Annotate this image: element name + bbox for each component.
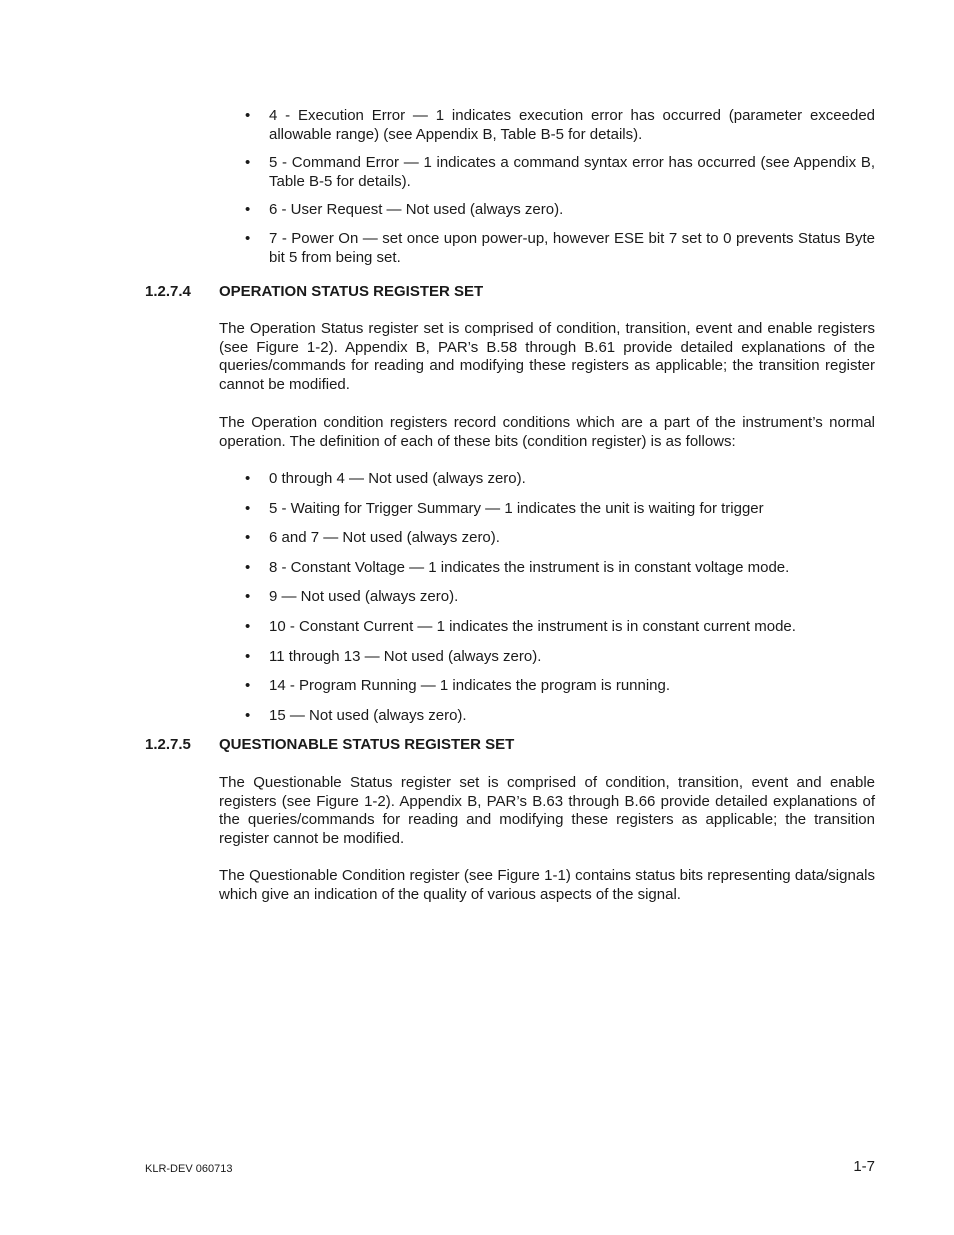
- bullet-glyph: •: [245, 558, 251, 576]
- section-title: OPERATION STATUS REGISTER SET: [219, 283, 484, 300]
- section-title: QUESTIONABLE STATUS REGISTER SET: [219, 736, 515, 753]
- bullet-item: [245, 107, 875, 144]
- bullet-text: 6 and 7 — Not used (always zero).: [269, 529, 500, 547]
- bullet-item: [245, 559, 875, 578]
- bullet-text: 9 — Not used (always zero).: [269, 588, 459, 606]
- bullet-text: 7 - Power On — set once upon power-up, however ESE bit 7 set to 0 prevents Status Byte bit 5 from being set.: [269, 229, 875, 266]
- bullet-item: [245, 677, 875, 696]
- bullet-glyph: •: [245, 588, 251, 606]
- paragraph: The Questionable Status register set is comprised of condition, transition, event and enable registers (see Figure 1-2). Appendix B, PAR’s B.63 through B.66 provide detailed explanations of the queries/commands for reading and modifying these registers as applicable; the transition register cannot be modified.: [219, 774, 875, 847]
- bullet-glyph: •: [245, 107, 251, 124]
- bullet-text: 6 - User Request — Not used (always zero).: [269, 201, 564, 219]
- bullet-item: [245, 230, 875, 267]
- section-number: 1.2.7.4: [145, 283, 191, 300]
- paragraph: The Questionable Condition register (see Figure 1-1) contains status bits representing data/signals which give an indication of the quality of various aspects of the signal.: [219, 867, 875, 903]
- paragraph: The Operation Status register set is comprised of condition, transition, event and enable registers (see Figure 1-2). Appendix B, PAR’s B.58 through B.61 provide detailed explanations of the queries/commands for reading and modifying these registers as applicable; the transition register cannot be modified.: [219, 320, 875, 393]
- bullet-text: 8 - Constant Voltage — 1 indicates the instrument is in constant voltage mode.: [269, 558, 790, 576]
- bullet-text: 15 — Not used (always zero).: [269, 706, 467, 724]
- bullet-glyph: •: [245, 529, 251, 547]
- footer-page-number: 1-7: [853, 1158, 875, 1175]
- section-heading-1.2.7.5: [145, 736, 514, 755]
- bullet-item: [245, 500, 875, 519]
- bullet-glyph: •: [245, 154, 251, 172]
- footer-doc-id: KLR-DEV 060713: [145, 1163, 233, 1175]
- bullet-glyph: •: [245, 647, 251, 665]
- bullet-text: 11 through 13 — Not used (always zero).: [269, 647, 542, 665]
- bullet-item: [245, 588, 875, 607]
- bullet-item: [245, 618, 875, 637]
- bullet-text: 0 through 4 — Not used (always zero).: [269, 470, 526, 487]
- bullet-glyph: •: [245, 470, 251, 487]
- bullet-glyph: •: [245, 617, 251, 635]
- bullet-text: 5 - Waiting for Trigger Summary — 1 indicates the unit is waiting for trigger: [269, 499, 764, 517]
- bullet-item: [245, 648, 875, 667]
- bullet-text: 10 - Constant Current — 1 indicates the instrument is in constant current mode.: [269, 617, 796, 635]
- operation-bits-list: [245, 470, 875, 725]
- paragraph: The Operation condition registers record conditions which are a part of the instrument’s normal operation. The definition of each of these bits (condition register) is as follows:: [219, 414, 875, 450]
- bullet-text: 5 - Command Error — 1 indicates a command syntax error has occurred (see Appendix B, Table B-5 for details).: [269, 154, 875, 190]
- top-bullet-list: [245, 107, 875, 267]
- bullet-item: [245, 470, 875, 489]
- bullet-text: 4 - Execution Error — 1 indicates execution error has occurred (parameter exceeded allowable range) (see Appendix B, Table B-5 for details).: [269, 107, 875, 143]
- bullet-item: [245, 154, 875, 191]
- bullet-item: [245, 529, 875, 548]
- bullet-text: 14 - Program Running — 1 indicates the program is running.: [269, 677, 671, 695]
- bullet-glyph: •: [245, 677, 251, 695]
- section-heading-1.2.7.4: [145, 283, 483, 302]
- bullet-glyph: •: [245, 201, 251, 219]
- bullet-item: [245, 201, 875, 220]
- bullet-glyph: •: [245, 229, 251, 247]
- bullet-item: [245, 707, 875, 726]
- bullet-glyph: •: [245, 706, 251, 724]
- bullet-glyph: •: [245, 499, 251, 517]
- section-number: 1.2.7.5: [145, 736, 191, 753]
